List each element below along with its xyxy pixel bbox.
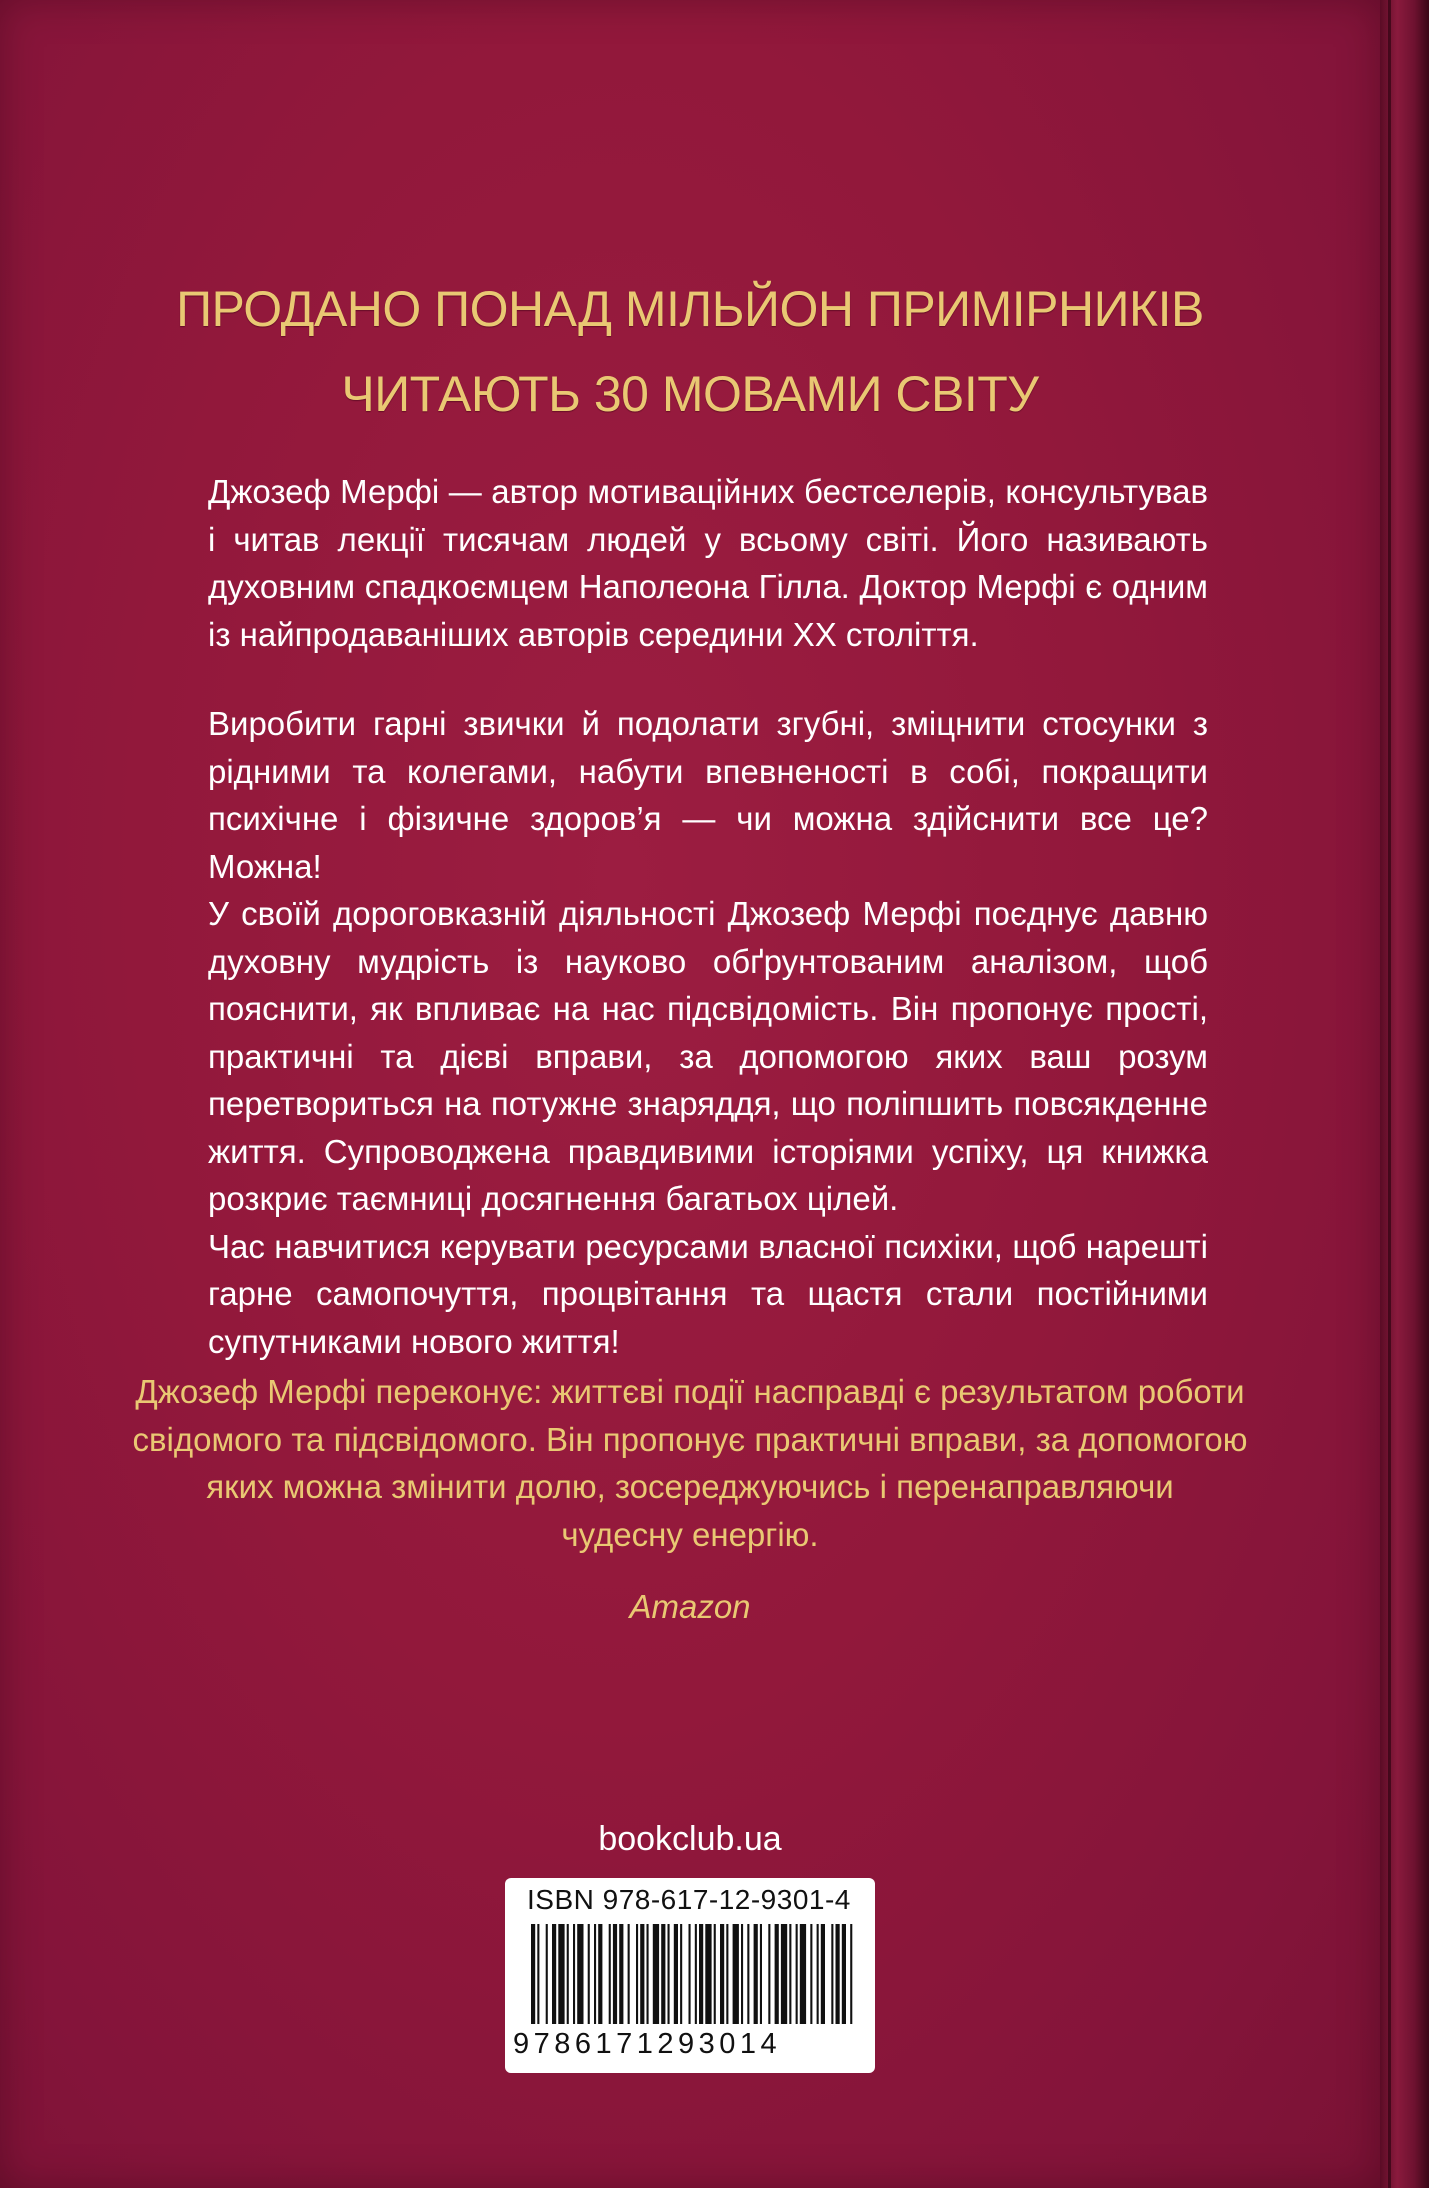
- barcode-stripe: [552, 1924, 556, 2024]
- barcode-stripe: [705, 1924, 711, 2024]
- barcode-stripe: [661, 1924, 665, 2024]
- barcode-stripe: [577, 1924, 583, 2024]
- barcode-stripe: [747, 1924, 749, 2024]
- review-quote: [0, 1368, 1380, 1558]
- barcode-stripe: [640, 1924, 644, 2024]
- barcode-stripe: [680, 1924, 682, 2024]
- barcode-stripe: [850, 1924, 852, 2024]
- barcode-stripe: [831, 1924, 833, 2024]
- barcode-stripe: [594, 1924, 596, 2024]
- quote-source: Amazon: [629, 1588, 751, 1625]
- publisher-website: bookclub.ua: [598, 1820, 782, 1858]
- isbn-number: ISBN 978-617-12-9301-4: [527, 1884, 851, 1915]
- barcode-stripe: [800, 1924, 806, 2024]
- barcode-stripe: [567, 1924, 569, 2024]
- barcode-stripe: [726, 1924, 728, 2024]
- barcode-stripe: [573, 1924, 575, 2024]
- barcode-stripe: [588, 1924, 590, 2024]
- barcode-stripe: [836, 1924, 840, 2024]
- quote-line-3: яких можна змінити долю, зосереджуючись і перенаправляючи: [206, 1468, 1174, 1505]
- barcode-stripe: [653, 1924, 659, 2024]
- paragraph-method: У своїй дороговказній діяльності Джозеф Мерфі поєднує давню духовну мудрість із науково обґрунтованим аналізом, щоб пояснити, як впливає на нас підсвідомість. Він пропонує прості, практичні та дієві вправи, за допомогою яких ваш розум перетвориться на потужне знаряддя, що поліпшить повсякденне життя. Супроводжена правдивими історіями успіху, ця книжка розкриє таємниці досягнення багатьох цілей.: [208, 895, 1208, 1217]
- quote-line-2: свідомого та підсвідомого. Він пропонує практичні вправи, за допомогою: [132, 1420, 1248, 1458]
- isbn-barcode: [505, 1878, 875, 2073]
- barcode-stripe: [760, 1924, 762, 2024]
- barcode-stripe: [668, 1924, 670, 2024]
- barcode-stripe: [695, 1924, 697, 2024]
- book-description: [208, 700, 1208, 1365]
- barcode-stripe: [636, 1924, 638, 2024]
- barcode-stripe: [775, 1924, 779, 2024]
- barcode-stripe: [768, 1924, 770, 2024]
- barcode-stripe: [628, 1924, 630, 2024]
- barcode-stripe: [714, 1924, 716, 2024]
- barcode-stripe: [647, 1924, 649, 2024]
- barcode-stripe: [796, 1924, 798, 2024]
- barcode-digits: 9786171293014: [513, 2028, 782, 2060]
- barcode-stripe: [810, 1924, 812, 2024]
- barcode-stripe: [789, 1924, 791, 2024]
- paragraph-author: Джозеф Мерфі — автор мотиваційних бестселерів, консультував і читав лекції тисячам людей у всьому світі. Його називають духовним спадкоємцем Наполеона Гілла. Доктор Мерфі є одним із найпродаваніших авторів середини ХХ століття.: [208, 473, 1208, 653]
- barcode-stripe: [537, 1924, 539, 2024]
- barcode-bars: [525, 1924, 855, 2028]
- barcode-stripe: [689, 1924, 691, 2024]
- paragraph-call-to-action: Час навчитися керувати ресурсами власної психіки, щоб нарешті гарне самопочуття, процвітання та щастя стали постійними супутниками нового життя!: [208, 1227, 1208, 1360]
- quote-line-1: Джозеф Мерфі переконує: життєві події насправді є результатом роботи: [135, 1373, 1245, 1410]
- spine-edge: [1388, 0, 1391, 2188]
- barcode-stripe: [674, 1924, 678, 2024]
- barcode-stripe: [546, 1924, 548, 2024]
- author-description: [208, 468, 1208, 658]
- barcode-stripe: [598, 1924, 602, 2024]
- barcode-stripe: [619, 1924, 623, 2024]
- headline-sold-copies: ПРОДАНО ПОНАД МІЛЬЙОН ПРИМІРНИКІВ: [176, 281, 1204, 337]
- barcode-stripe: [817, 1924, 819, 2024]
- barcode-stripe: [821, 1924, 825, 2024]
- quote-line-4: чудесну енергію.: [561, 1515, 819, 1553]
- barcode-stripe: [558, 1924, 564, 2024]
- barcode-stripe: [741, 1924, 743, 2024]
- paragraph-habits: Виробити гарні звички й подолати згубні, зміцнити стосунки з рідними та колегами, набути впевненості в собі, покращити психічне і фізичне здоров’я — чи можна здійснити все це? Можна!: [208, 705, 1208, 885]
- barcode-stripe: [531, 1924, 535, 2024]
- barcode-stripe: [733, 1924, 739, 2024]
- barcode-stripe: [720, 1924, 724, 2024]
- headline-languages: ЧИТАЮТЬ 30 МОВАМИ СВІТУ: [341, 366, 1039, 422]
- barcode-stripe: [613, 1924, 617, 2024]
- barcode-stripe: [842, 1924, 846, 2024]
- barcode-stripe: [609, 1924, 611, 2024]
- barcode-stripe: [699, 1924, 703, 2024]
- barcode-stripe: [754, 1924, 758, 2024]
- barcode-stripe: [781, 1924, 787, 2024]
